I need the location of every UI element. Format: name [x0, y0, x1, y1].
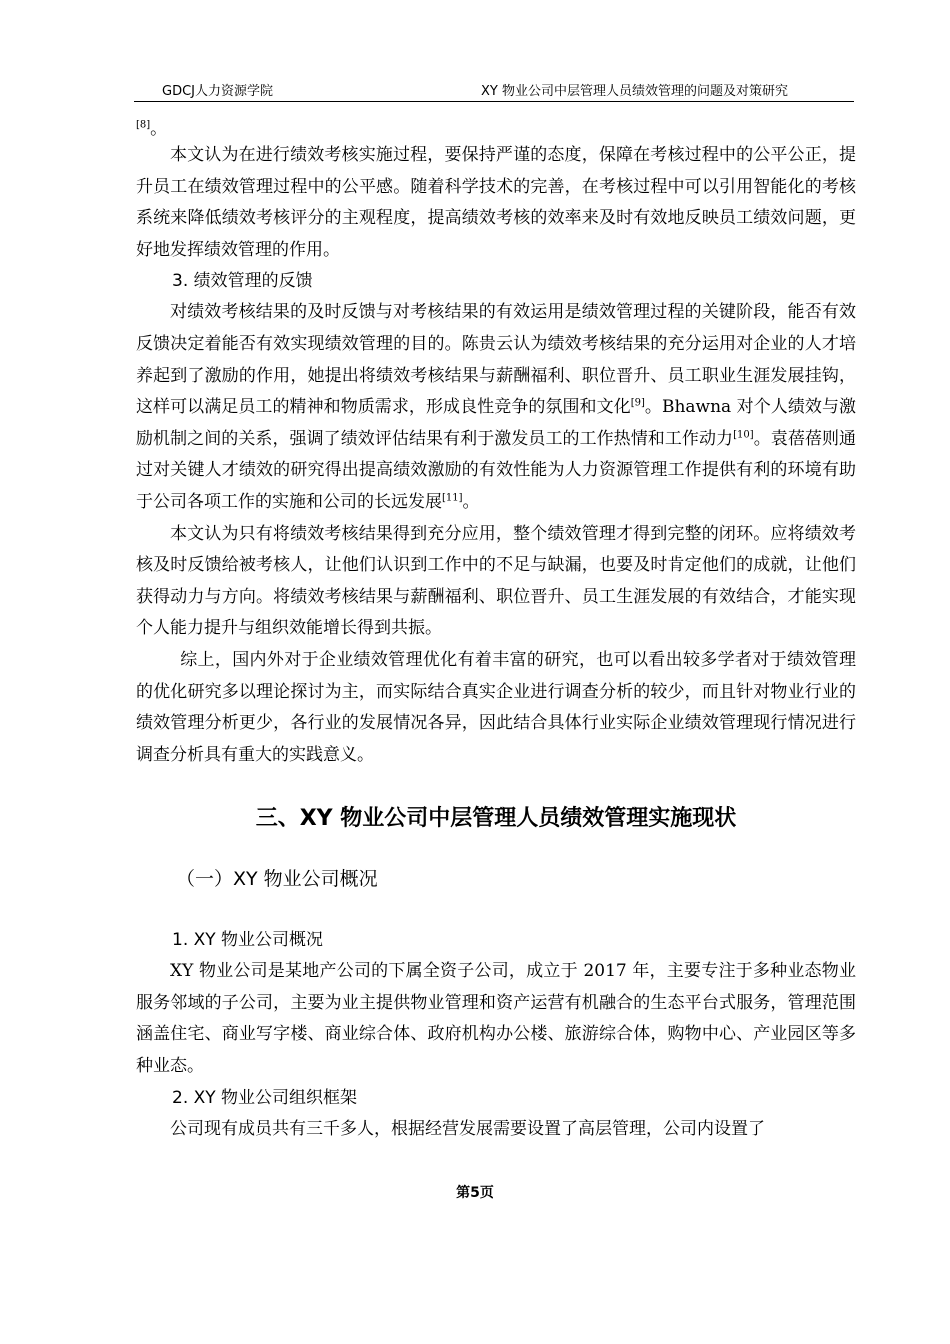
citation-ref-8: [8] — [136, 119, 151, 131]
paragraph-company-overview: XY 物业公司是某地产公司的下属全资子公司，成立于 2017 年，主要专注于多种业态物业服务邻域的子公司，主要为业主提供物业管理和资产运营有机融合的生态平台式服务，管理范围涵盖住宅、商业写字楼、商业综合体、政府机构办公楼、旅游综合体，购物中心、产业园区等多种业态。 — [136, 961, 856, 1077]
header-divider — [134, 101, 854, 102]
paragraph-feedback-literature — [136, 297, 856, 518]
page-body — [136, 118, 856, 1145]
paragraph-summary: 综上，国内外对于企业绩效管理优化有着丰富的研究，也可以看出较多学者对于绩效管理的优化研究多以理论探讨为主，而实际结合真实企业进行调查分析的较少，而且针对物业行业的绩效管理分析更少，各行业的发展情况各异，因此结合具体行业实际企业绩效管理现行情况进行调查分析具有重大的实践意义。 — [136, 649, 856, 765]
paragraph-feedback-opinion: 本文认为只有将绩效考核结果得到充分应用，整个绩效管理才得到完整的闭环。应将绩效考核及时反馈给被考核人，让他们认识到工作中的不足与缺漏，也要及时肯定他们的成就，让他们获得动力与方向。将绩效考核结果与薪酬福利、职位晋升、员工生涯发展的有效结合，才能实现个人能力提升与组织效能增长得到共振。 — [136, 523, 856, 639]
header-institution: GDCJ人力资源学院 — [162, 84, 273, 99]
paragraph-feedback-part-d: 。 — [462, 491, 480, 512]
heading-feedback: 3. 绩效管理的反馈 — [172, 271, 313, 292]
citation-ref-10: [10] — [733, 429, 754, 441]
paragraph-feedback-part-a: 对绩效考核结果的及时反馈与对考核结果的有效运用是绩效管理过程的关键阶段，能否有效反馈决定着能否有效实现绩效管理的目的。陈贵云认为绩效考核结果的充分运用对企业的人才培养起到了激励的作用，她提出将绩效考核结果与薪酬福利、职位晋升、员工职业生涯发展挂钩，这样可以满足员工的精神和物质需求，形成良性竞争的氛围和文化 — [136, 302, 856, 418]
carryover-tail: 。 — [150, 119, 168, 139]
paragraph-evaluation-fairness: 本文认为在进行绩效考核实施过程，要保持严谨的态度，保障在考核过程中的公平公正，提升员工在绩效管理过程中的公平感。随着科学技术的完善，在考核过程中可以引用智能化的考核系统来降低绩效考核评分的主观程度，提高绩效考核的效率来及时有效地反映员工绩效问题，更好地发挥绩效管理的作用。 — [136, 145, 856, 260]
citation-ref-11: [11] — [442, 492, 463, 504]
carryover-citation — [136, 118, 856, 140]
page-number: 第5页 — [456, 1185, 494, 1201]
page-header — [134, 80, 854, 102]
paragraph-feedback-part-c: 。袁蓓蓓则通过对关键人才绩效的研究得出提高绩效激励的有效性能为人力资源管理工作提供有利的环境有助于公司各项工作的实施和公司的长远发展 — [136, 428, 857, 512]
header-thesis-title: XY 物业公司中层管理人员绩效管理的问题及对策研究 — [481, 84, 788, 99]
paragraph-feedback-part-b: 。Bhawna 对个人绩效与激励机制之间的关系，强调了绩效评估结果有利于激发员工的工作热情和工作动力 — [136, 397, 856, 449]
citation-ref-9: [9] — [630, 397, 645, 409]
heading-org-structure: 2. XY 物业公司组织框架 — [172, 1087, 358, 1108]
section-title: （一）XY 物业公司概况 — [176, 868, 378, 891]
paragraph-org-structure: 公司现有成员共有三千多人，根据经营发展需要设置了高层管理，公司内设置了 — [170, 1118, 765, 1139]
chapter-title: 三、XY 物业公司中层管理人员绩效管理实施现状 — [255, 806, 737, 832]
heading-company-overview: 1. XY 物业公司概况 — [172, 930, 324, 951]
